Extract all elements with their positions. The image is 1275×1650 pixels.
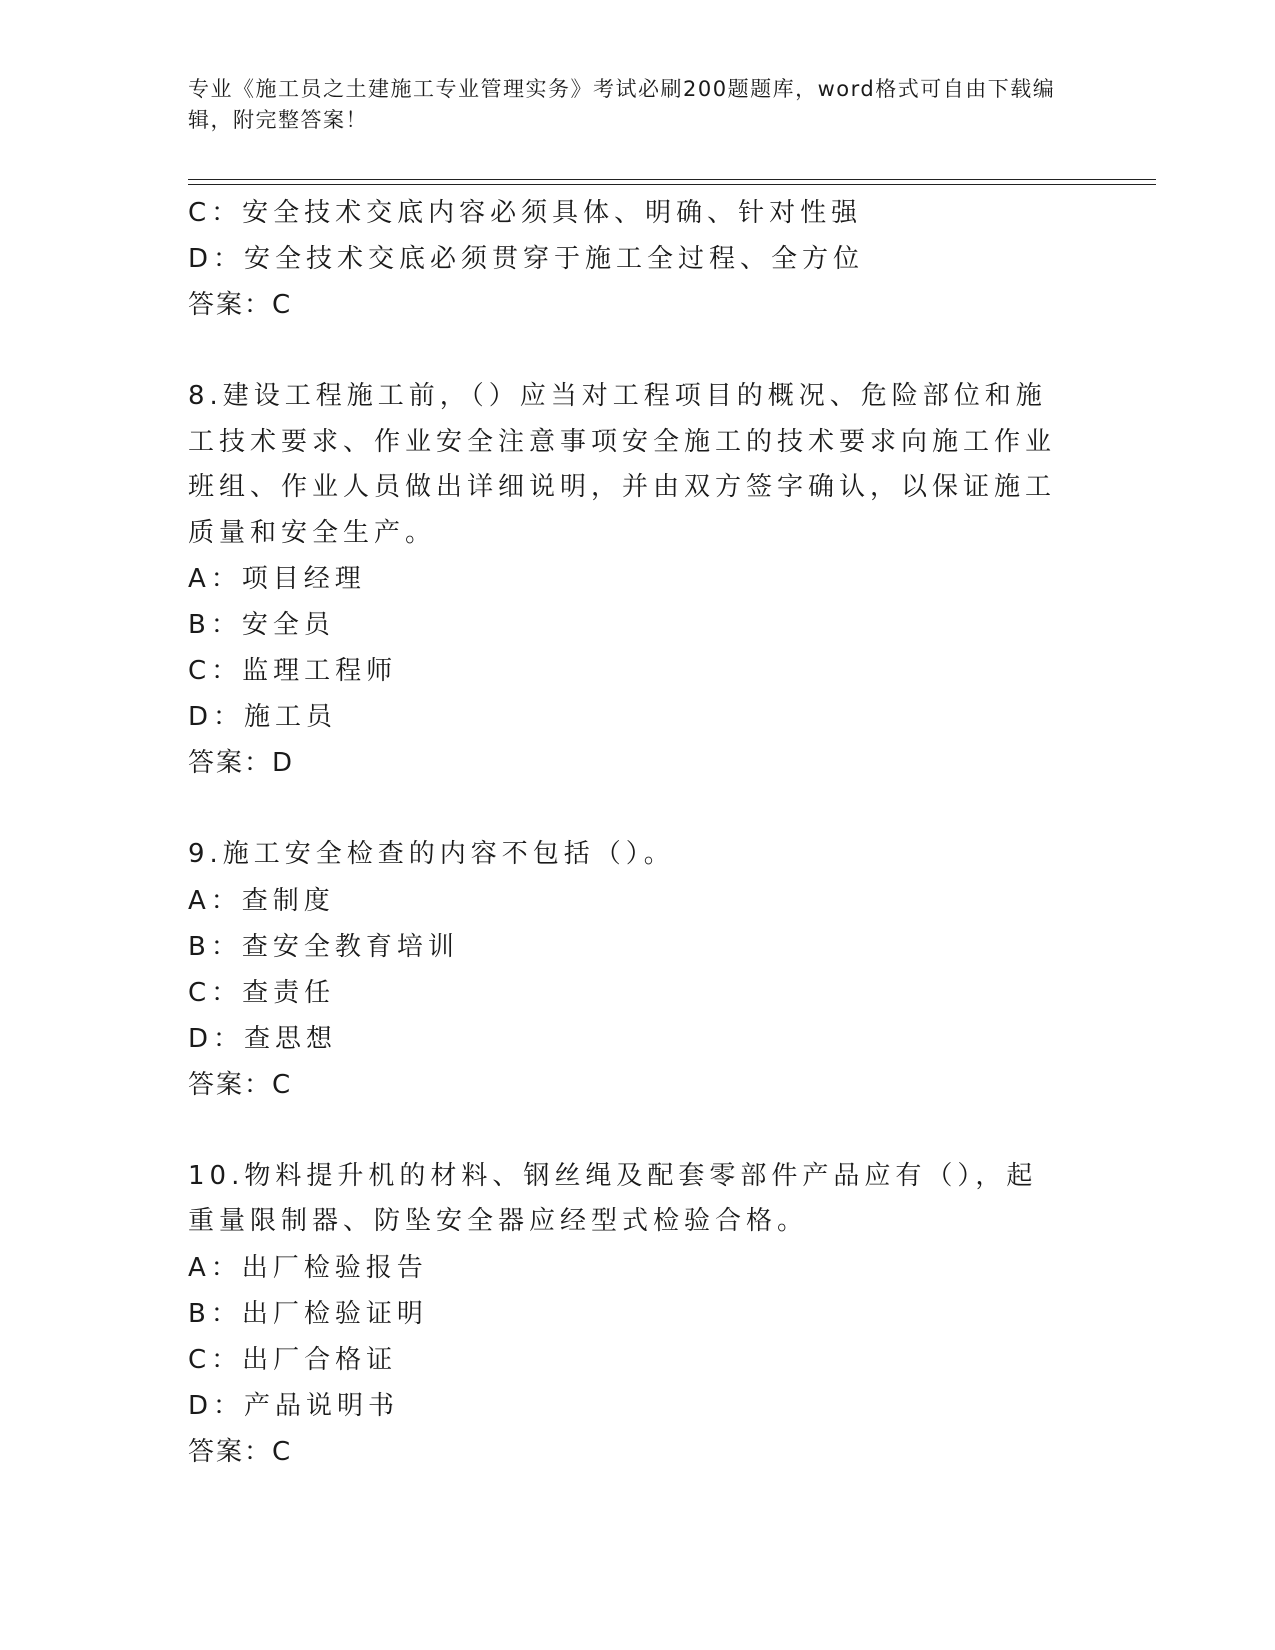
q9-option-b: B：查安全教育培训 (188, 931, 459, 962)
q9-option-a: A：查制度 (188, 885, 335, 916)
q7-option-d: D：安全技术交底必须贯穿于施工全过程、全方位 (188, 244, 865, 274)
q10-option-b: B：出厂检验证明 (188, 1298, 428, 1329)
q9-stem: 9.施工安全检查的内容不包括（）。 (188, 839, 675, 869)
q8-option-c: C：监理工程师 (188, 656, 398, 686)
q8-answer: 答案：D (188, 748, 295, 778)
q8-option-a: A：项目经理 (188, 564, 366, 594)
question-gap (188, 328, 1088, 374)
q9-option-c: C：查责任 (188, 977, 336, 1008)
header-rule-top (188, 179, 1156, 180)
document-header: 专业《施工员之土建施工专业管理实务》考试必刷200题题库，word格式可自由下载编辑，附完整答案！ (188, 77, 1056, 132)
question-gap (188, 1108, 1088, 1154)
q10-answer: 答案：C (188, 1436, 293, 1467)
question-7 (188, 190, 1088, 328)
question-9 (188, 832, 1088, 1108)
q8-stem: 8.建设工程施工前，（）应当对工程项目的概况、危险部位和施工技术要求、作业安全注意事项安全施工的技术要求向施工作业班组、作业人员做出详细说明，并由双方签字确认，以保证施工质量和安全生产。 (188, 381, 1057, 548)
q10-option-a: A：出厂检验报告 (188, 1252, 428, 1283)
q10-stem: 10.物料提升机的材料、钢丝绳及配套零部件产品应有（），起重量限制器、防坠安全器应经型式检验合格。 (188, 1160, 1038, 1236)
q8-option-b: B：安全员 (188, 610, 335, 640)
q10-option-d: D：产品说明书 (188, 1390, 400, 1421)
question-8 (188, 374, 1088, 786)
question-gap (188, 786, 1088, 832)
header-rule-bottom (188, 184, 1156, 185)
q7-option-c: C：安全技术交底内容必须具体、明确、针对性强 (188, 198, 863, 228)
question-list (188, 190, 1088, 1475)
q7-answer: 答案：C (188, 290, 293, 320)
q8-option-d: D：施工员 (188, 702, 338, 732)
q9-answer: 答案：C (188, 1069, 293, 1100)
question-10 (188, 1154, 1088, 1475)
q10-option-c: C：出厂合格证 (188, 1344, 398, 1375)
q9-option-d: D：查思想 (188, 1023, 338, 1054)
